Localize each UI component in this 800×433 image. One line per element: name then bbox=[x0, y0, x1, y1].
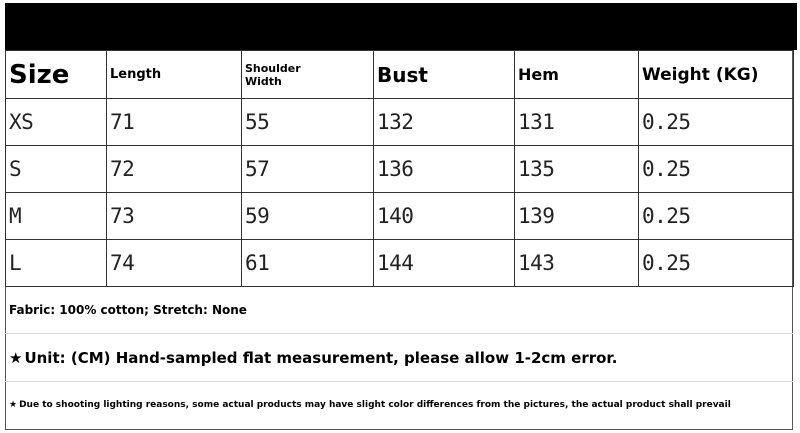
cell-shoulder-width: 55 bbox=[242, 99, 374, 146]
disclaimer-note-text: Due to shooting lighting reasons, some actual products may have slight color differences from the pictures, the actual product shall prevail bbox=[19, 400, 731, 410]
header-size: Size bbox=[6, 51, 107, 99]
size-chart-table bbox=[5, 50, 794, 287]
cell-size: M bbox=[6, 193, 107, 240]
unit-note bbox=[5, 334, 793, 382]
cell-length: 74 bbox=[107, 240, 242, 287]
header-bust: Bust bbox=[374, 51, 515, 99]
cell-shoulder-width: 57 bbox=[242, 146, 374, 193]
cell-size: XS bbox=[6, 99, 107, 146]
cell-weight: 0.25 bbox=[639, 146, 794, 193]
table-row bbox=[6, 193, 794, 240]
header-row bbox=[6, 51, 794, 99]
header-hem: Hem bbox=[515, 51, 639, 99]
cell-size: S bbox=[6, 146, 107, 193]
table-row bbox=[6, 240, 794, 287]
cell-shoulder-width: 61 bbox=[242, 240, 374, 287]
cell-length: 73 bbox=[107, 193, 242, 240]
cell-weight: 0.25 bbox=[639, 193, 794, 240]
cell-bust: 136 bbox=[374, 146, 515, 193]
cell-shoulder-width: 59 bbox=[242, 193, 374, 240]
cell-hem: 139 bbox=[515, 193, 639, 240]
cell-hem: 131 bbox=[515, 99, 639, 146]
cell-bust: 144 bbox=[374, 240, 515, 287]
cell-length: 71 bbox=[107, 99, 242, 146]
cell-weight: 0.25 bbox=[639, 240, 794, 287]
header-weight: Weight (KG) bbox=[639, 51, 794, 99]
cell-bust: 140 bbox=[374, 193, 515, 240]
cell-weight: 0.25 bbox=[639, 99, 794, 146]
star-icon: ★ bbox=[9, 400, 18, 410]
top-black-bar bbox=[5, 3, 797, 50]
cell-length: 72 bbox=[107, 146, 242, 193]
disclaimer-note bbox=[5, 382, 793, 429]
fabric-note: Fabric: 100% cotton; Stretch: None bbox=[5, 287, 793, 334]
header-shoulder-width bbox=[242, 51, 374, 99]
table-row bbox=[6, 99, 794, 146]
star-icon: ★ bbox=[9, 349, 23, 367]
unit-note-text: Unit: (CM) Hand-sampled flat measurement, please allow 1-2cm error. bbox=[24, 349, 618, 367]
cell-size: L bbox=[6, 240, 107, 287]
cell-hem: 135 bbox=[515, 146, 639, 193]
header-length: Length bbox=[107, 51, 242, 99]
header-shoulder-line1: Shoulder bbox=[245, 61, 301, 75]
cell-bust: 132 bbox=[374, 99, 515, 146]
cell-hem: 143 bbox=[515, 240, 639, 287]
header-shoulder-line2: Width bbox=[245, 74, 282, 88]
table-row bbox=[6, 146, 794, 193]
